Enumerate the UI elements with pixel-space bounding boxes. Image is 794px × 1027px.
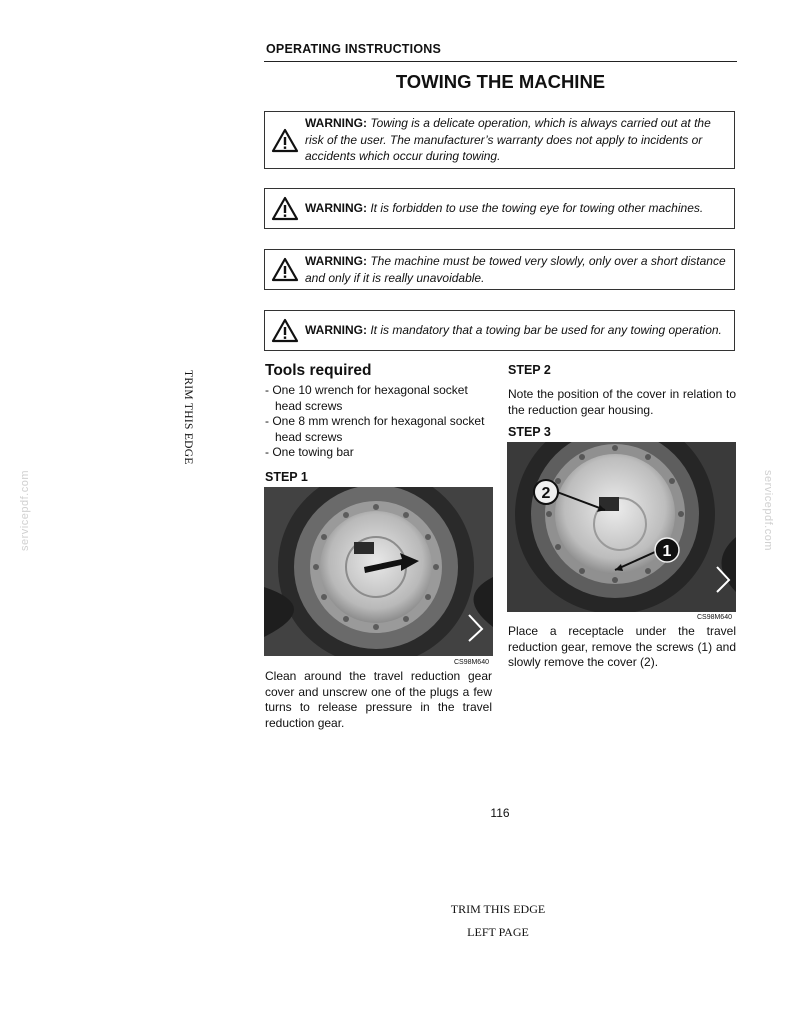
step2-text: Note the position of the cover in relation to the reduction gear housing. [508,387,736,417]
warning-box-2 [264,188,735,229]
list-item: - One 8 mm wrench for hexagonal socket head screws [265,414,485,444]
list-item: - One towing bar [265,445,354,459]
callout-1-label: 1 [662,543,672,560]
trim-edge-side-label: TRIM THIS EDGE [182,370,194,465]
step1-photo [264,487,493,656]
step1-text: Clean around the travel reduction gear cover and unscrew one of the plugs a few turns to release pressure in the travel reduction gear. [265,669,492,731]
warning-text: It is mandatory that a towing bar be used for any towing operation. [370,323,722,338]
warning-triangle-icon [265,196,305,221]
warning-label: WARNING: [305,201,367,216]
step2-heading: STEP 2 [508,363,551,377]
warning-box-4 [264,310,735,351]
step1-heading: STEP 1 [265,470,308,484]
list-item: - One 10 wrench for hexagonal socket head screws [265,383,468,413]
warning-label: WARNING: [305,254,367,268]
step3-heading: STEP 3 [508,425,551,439]
step3-photo [507,442,736,612]
warning-triangle-icon [265,318,305,343]
watermark-right: servicepdf.com [762,470,774,551]
step1-caption: CS98M640 [453,659,489,666]
tools-list [265,383,493,461]
section-header: OPERATING INSTRUCTIONS [266,42,442,56]
step3-text: Place a receptacle under the travel reduction gear, remove the screws (1) and slowly remove the cover (2). [508,624,736,670]
warning-triangle-icon [265,257,305,282]
tools-heading: Tools required [265,362,372,379]
warning-text: The machine must be towed very slowly, only over a short distance and only if it is really unavoidable. [305,254,726,285]
warning-triangle-icon [265,128,305,153]
warning-text: It is forbidden to use the towing eye for towing other machines. [370,201,704,216]
warning-box-1 [264,111,735,169]
page-title: TOWING THE MACHINE [395,71,606,92]
warning-text: Towing is a delicate operation, which is always carried out at the risk of the user. The manufacturer’s warranty does not apply to incidents or accidents which occur during towing. [305,116,711,164]
header-divider [264,61,737,62]
page-number: 116 [490,806,510,820]
warning-label: WARNING: [305,323,367,338]
warning-label: WARNING: [305,116,367,131]
step3-caption: CS98M640 [696,614,732,621]
trim-edge-bottom-label: TRIM THIS EDGE [450,902,546,916]
left-page-label: LEFT PAGE [467,925,529,939]
warning-box-3 [264,249,735,290]
callout-2-label: 2 [541,485,551,502]
watermark-left: servicepdf.com [19,470,31,551]
